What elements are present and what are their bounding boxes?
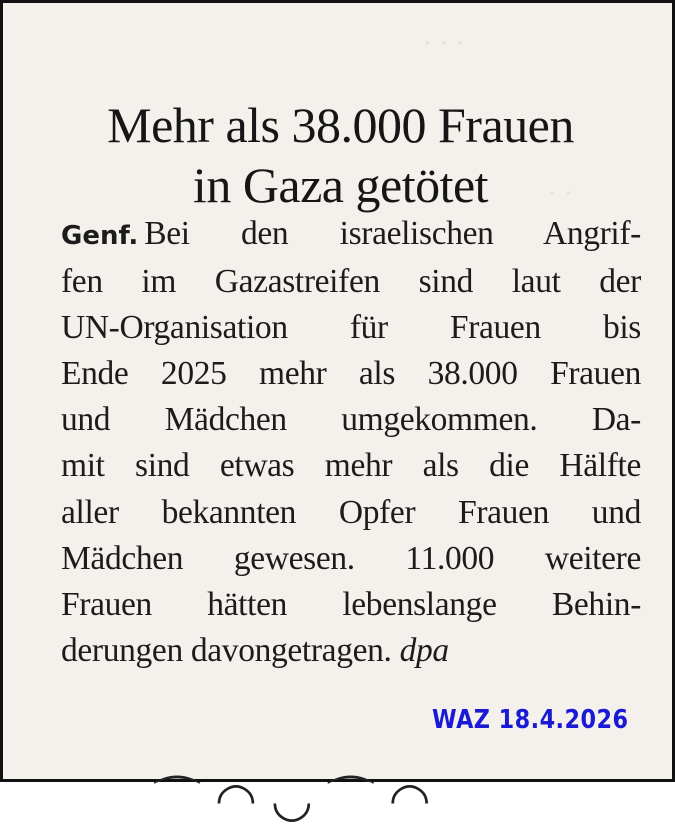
article-line: mit sind etwas mehr als die Hälfte (61, 447, 641, 485)
article-line: Ende 2025 mehr als 38.000 Frauen (61, 355, 641, 393)
article-line: fen im Gazastreifen sind laut der (61, 263, 641, 301)
agency-credit: dpa (399, 631, 449, 669)
article-line-text: derungen davongetragen. (61, 631, 392, 669)
article-line (61, 211, 641, 259)
article-line (61, 628, 641, 674)
article-line: aller bekannten Opfer Frauen und (61, 493, 641, 531)
dateline: Genf. (61, 221, 139, 251)
headline-line: Mehr als 38.000 Frauen (107, 96, 574, 153)
headline (33, 95, 648, 215)
article-line: Mädchen gewesen. 11.000 weitere (61, 539, 641, 577)
bleed-through-texture: · · · (423, 29, 465, 59)
article-body (61, 211, 641, 674)
cut-off-next-headline: ⌒ ◠ ◡ ⌒ ◠ (153, 774, 432, 827)
source-note: WAZ 18.4.2026 (431, 705, 628, 735)
article-line: UN-Organisation für Frauen bis (61, 309, 641, 347)
bleed-through-texture: · · (548, 179, 573, 209)
article-line-text: Bei den israelischen Angrif- (144, 215, 641, 252)
headline-line: in Gaza getötet (192, 156, 489, 213)
article-line: und Mädchen umgekommen. Da- (61, 401, 641, 439)
article-line: Frauen hätten lebenslange Behin- (61, 585, 641, 623)
